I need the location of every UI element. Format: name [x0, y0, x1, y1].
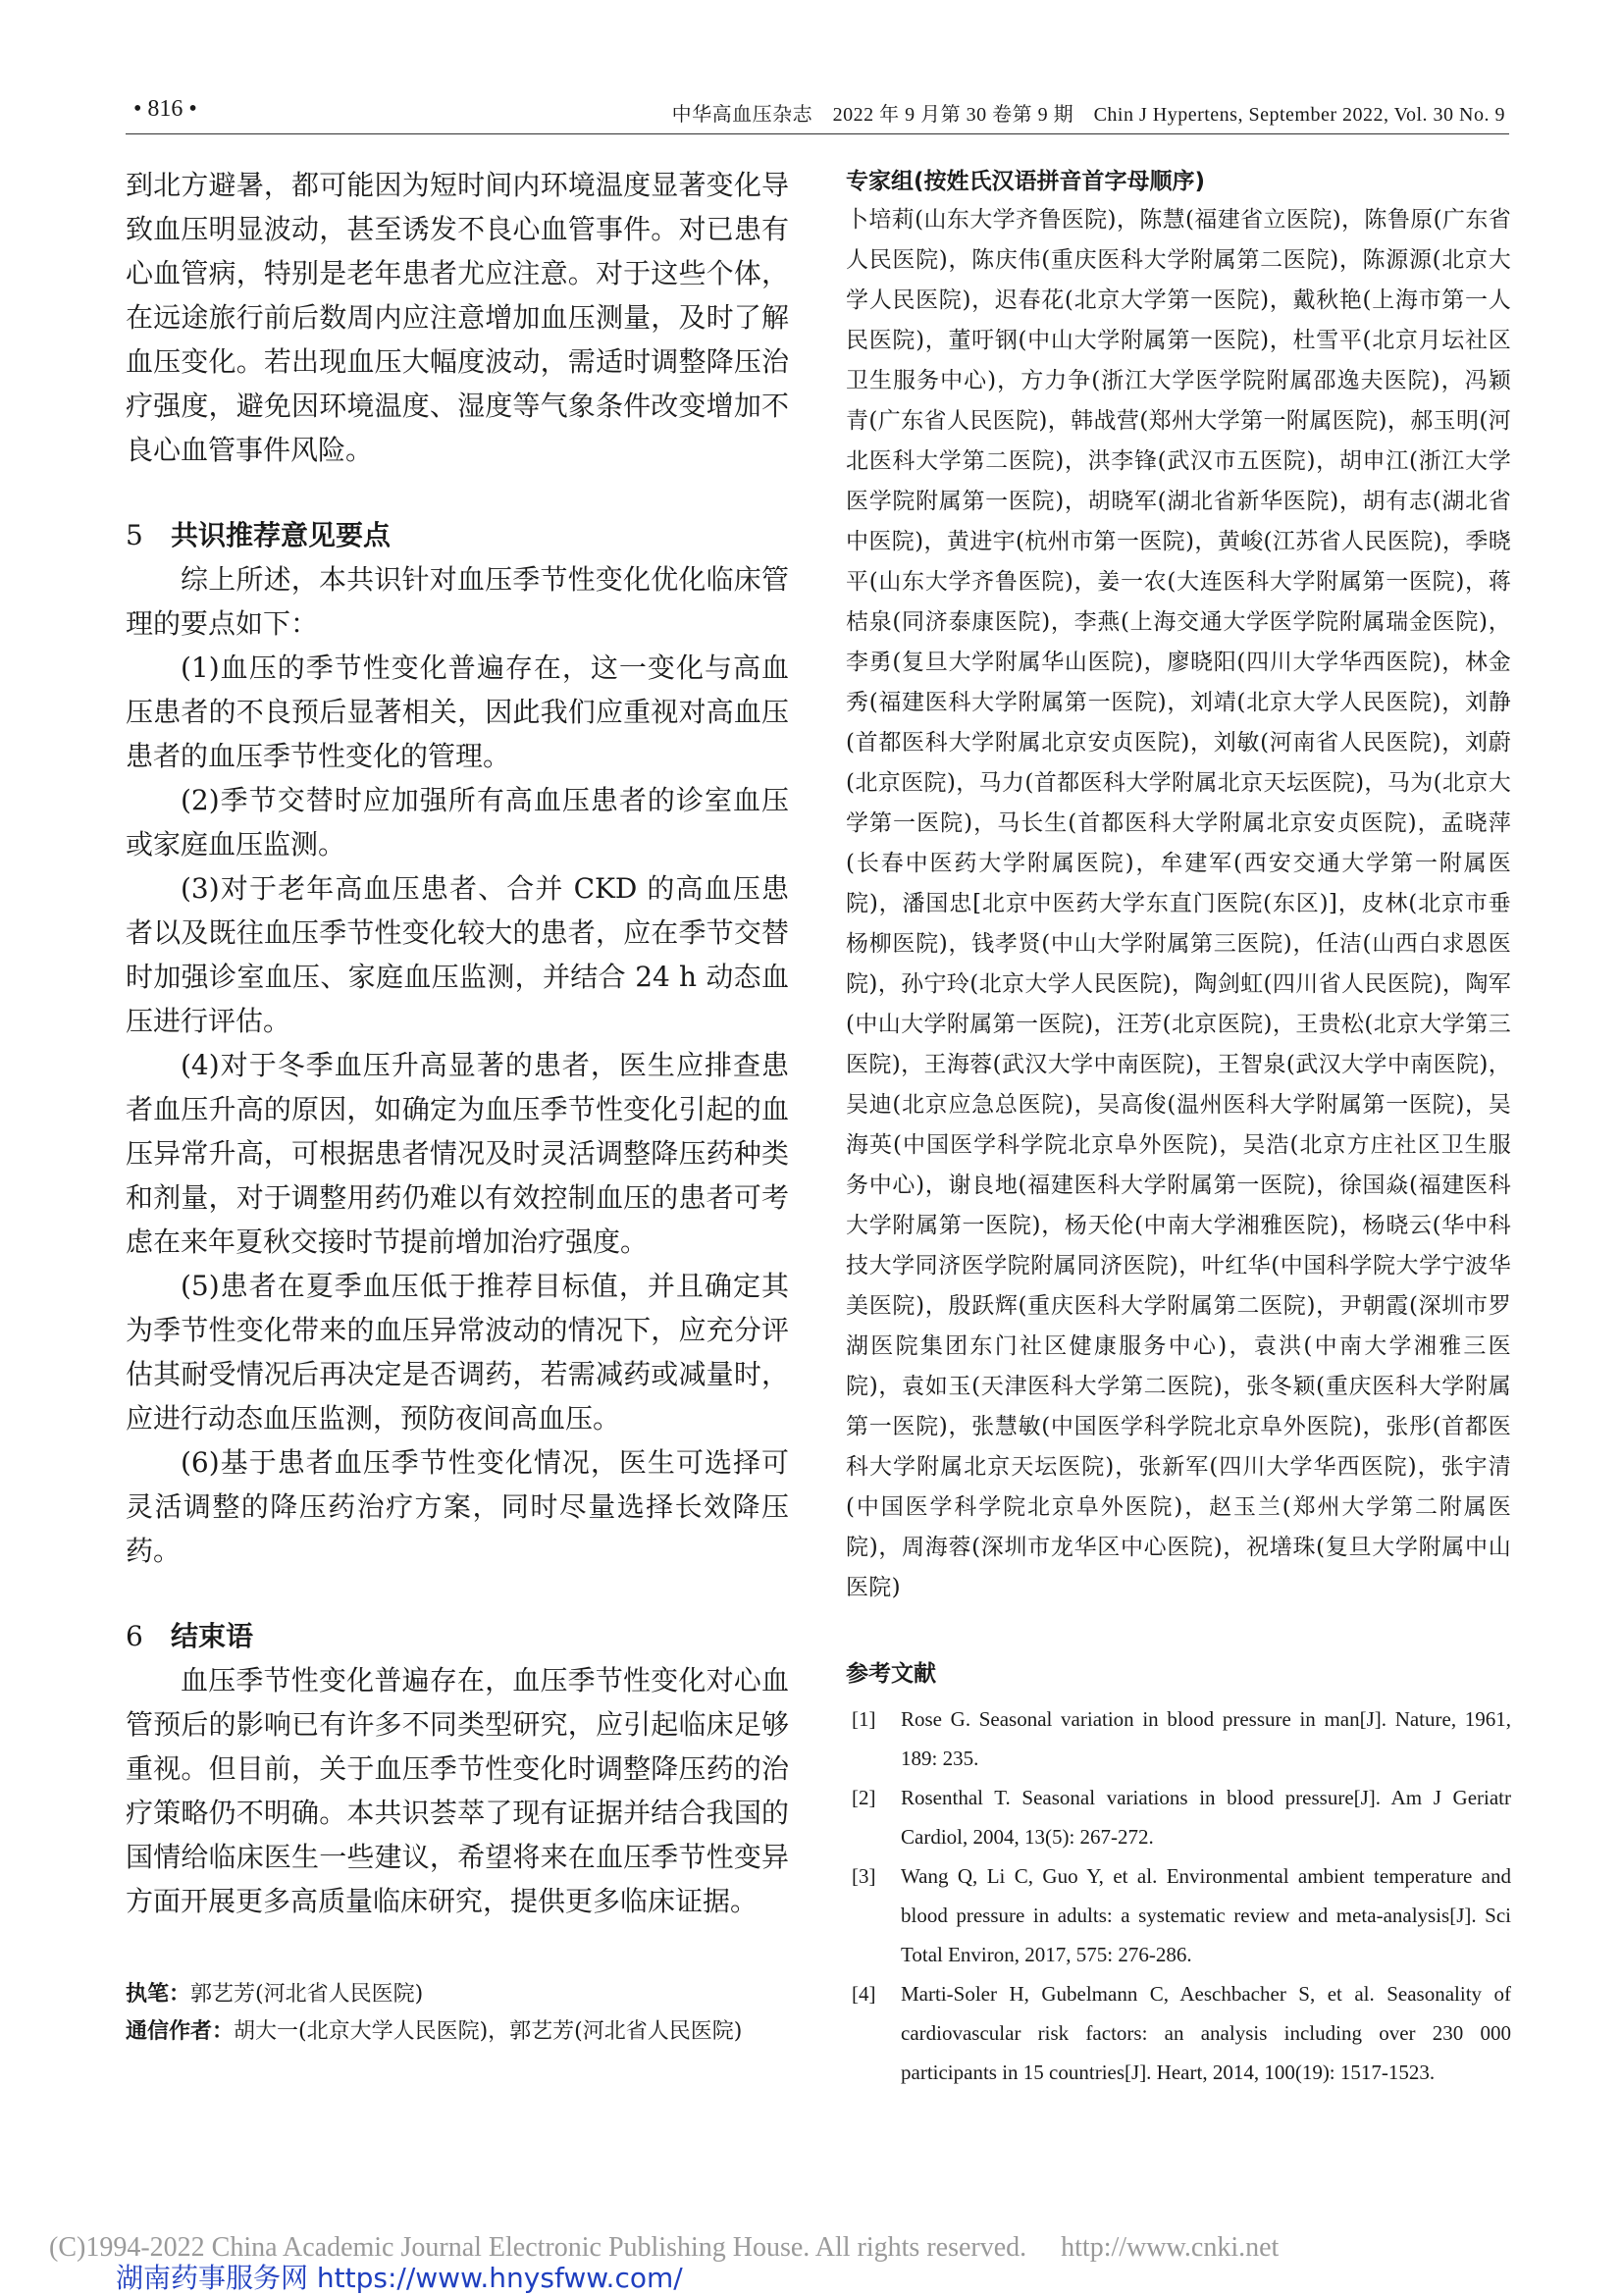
website-watermark[interactable]: 湖南药事服务网 https://www.hnysfww.com/	[116, 2262, 683, 2294]
reference-number: [1]	[852, 1707, 876, 1731]
left-column	[126, 163, 789, 2051]
right-column	[846, 163, 1511, 2092]
reference-item	[846, 1699, 1511, 1778]
corresponding-label: 通信作者：	[126, 2019, 235, 2044]
reference-number: [2]	[852, 1786, 876, 1809]
conclusion-paragraph: 血压季节性变化普遍存在，血压季节性变化对心血管预后的影响已有许多不同类型研究，应引起临床足够重视。但目前，关于血压季节性变化时调整降压药的治疗策略仍不明确。本共识荟萃了现有证据并结合我国的国情给临床医生一些建议，希望将来在血压季节性变异方面开展更多高质量临床研究，提供更多临床证据。	[126, 1664, 789, 1917]
reference-item	[846, 1778, 1511, 1856]
recommendation-point: (2)季节交替时应加强所有高血压患者的诊室血压或家庭血压监测。	[126, 784, 789, 861]
copyright-notice: (C)1994-2022 China Academic Journal Electronic Publishing House. All rights reserved. http://www.cnki.net	[49, 2232, 1280, 2263]
corresponding-authors: 胡大一(北京大学人民医院)，郭艺芳(河北省人民医院)	[234, 2019, 743, 2044]
section-number: 5	[126, 519, 143, 551]
reference-item	[846, 1856, 1511, 1974]
page-number: • 816 •	[133, 96, 197, 122]
reference-number: [3]	[852, 1864, 876, 1888]
section-number: 6	[126, 1620, 143, 1652]
reference-list	[846, 1699, 1511, 2092]
reference-item	[846, 1974, 1511, 2092]
section-6-heading	[126, 1614, 789, 1658]
reference-text: Rose G. Seasonal variation in blood pressure in man[J]. Nature, 1961, 189: 235.	[901, 1707, 1511, 1770]
section-5-lead: 综上所述，本共识针对血压季节性变化优化临床管理的要点如下：	[126, 563, 789, 640]
corresponding-line	[126, 2013, 789, 2051]
page-header	[126, 94, 1509, 134]
recommendation-point: (1)血压的季节性变化普遍存在，这一变化与高血压患者的不良预后显著相关，因此我们应重视对高血压患者的血压季节性变化的管理。	[126, 652, 789, 772]
section-title: 共识推荐意见要点	[171, 519, 392, 551]
writer-line	[126, 1976, 789, 2013]
intro-paragraph: 到北方避暑，都可能因为短时间内环境温度显著变化导致血压明显波动，甚至诱发不良心血管事件。对已患有心血管病，特别是老年患者尤应注意。对于这些个体，在远途旅行前后数周内应注意增加血压测量，及时了解血压变化。若出现血压大幅度波动，需适时调整降压治疗强度，避免因环境温度、湿度等气象条件改变增加不良心血管事件风险。	[126, 169, 789, 466]
recommendation-point: (4)对于冬季血压升高显著的患者，医生应排查患者血压升高的原因，如确定为血压季节性变化引起的血压异常升高，可根据患者情况及时灵活调整降压药种类和剂量，对于调整用药仍难以有效控制血压的患者可考虑在来年夏秋交接时节提前增加治疗强度。	[126, 1049, 789, 1258]
section-title: 结束语	[171, 1620, 254, 1652]
reference-text: Marti-Soler H, Gubelmann C, Aeschbacher S, et al. Seasonality of cardiovascular risk factors: an analysis including over 230 000 participants in 15 countries[J]. Heart, 2014, 100(19): 1517-1523.	[901, 1982, 1511, 2084]
recommendation-point: (3)对于老年高血压患者、合并 CKD 的高血压患者以及既往血压季节性变化较大的患者，应在季节交替时加强诊室血压、家庭血压监测，并结合 24 h 动态血压进行评估。	[126, 872, 789, 1037]
recommendation-point: (5)患者在夏季血压低于推荐目标值，并且确定其为季节性变化带来的血压异常波动的情况下，应充分评估其耐受情况后再决定是否调药，若需减药或减量时，应进行动态血压监测，预防夜间高血压。	[126, 1270, 789, 1435]
writer-label: 执笔：	[126, 1982, 191, 2007]
expert-group-title: 专家组(按姓氏汉语拼音首字母顺序)	[846, 169, 1206, 194]
section-5-heading	[126, 513, 789, 557]
reference-text: Rosenthal T. Seasonal variations in blood pressure[J]. Am J Geriatr Cardiol, 2004, 13(5): 267-272.	[901, 1786, 1511, 1849]
reference-number: [4]	[852, 1982, 876, 2006]
recommendation-point: (6)基于患者血压季节性变化情况，医生可选择可灵活调整的降压药治疗方案，同时尽量选择长效降压药。	[126, 1446, 789, 1567]
reference-text: Wang Q, Li C, Guo Y, et al. Environmental ambient temperature and blood pressure in adults: a systematic review and meta-analysis[J]. Sci Total Environ, 2017, 575: 276-286.	[901, 1864, 1511, 1966]
journal-citation: 中华高血压杂志 2022 年 9 月第 30 卷第 9 期 Chin J Hypertens, September 2022, Vol. 30 No. 9	[671, 104, 1505, 126]
references-title: 参考文献	[846, 1661, 936, 1687]
writer-name: 郭艺芳(河北省人民医院)	[190, 1982, 424, 2007]
expert-group-list: 卜培莉(山东大学齐鲁医院)，陈慧(福建省立医院)，陈鲁原(广东省人民医院)，陈庆伟(重庆医科大学附属第二医院)，陈源源(北京大学人民医院)，迟春花(北京大学第一医院)，戴秋艳(上海市第一人民医院)，董吁钢(中山大学附属第一医院)，杜雪平(北京月坛社区卫生服务中心)，方力争(浙江大学医学院附属邵逸夫医院)，冯颖青(广东省人民医院)，韩战营(郑州大学第一附属医院)，郝玉明(河北医科大学第二医院)，洪李锋(武汉市五医院)，胡申江(浙江大学医学院附属第一医院)，胡晓军(湖北省新华医院)，胡有志(湖北省中医院)，黄进宇(杭州市第一医院)，黄峻(江苏省人民医院)，季晓平(山东大学齐鲁医院)，姜一农(大连医科大学附属第一医院)，蒋桔泉(同济泰康医院)，李燕(上海交通大学医学院附属瑞金医院)，李勇(复旦大学附属华山医院)，廖晓阳(四川大学华西医院)，林金秀(福建医科大学附属第一医院)，刘靖(北京大学人民医院)，刘静(首都医科大学附属北京安贞医院)，刘敏(河南省人民医院)，刘蔚(北京医院)，马力(首都医科大学附属北京天坛医院)，马为(北京大学第一医院)，马长生(首都医科大学附属北京安贞医院)，孟晓萍(长春中医药大学附属医院)，牟建军(西安交通大学第一附属医院)，潘国忠[北京中医药大学东直门医院(东区)]，皮林(北京市垂杨柳医院)，钱孝贤(中山大学附属第三医院)，任洁(山西白求恩医院)，孙宁玲(北京大学人民医院)，陶剑虹(四川省人民医院)，陶军(中山大学附属第一医院)，汪芳(北京医院)，王贵松(北京大学第三医院)，王海蓉(武汉大学中南医院)，王智泉(武汉大学中南医院)，吴迪(北京应急总医院)，吴高俊(温州医科大学附属第一医院)，吴海英(中国医学科学院北京阜外医院)，吴浩(北京方庄社区卫生服务中心)，谢良地(福建医科大学附属第一医院)，徐国焱(福建医科大学附属第一医院)，杨天伦(中南大学湘雅医院)，杨晓云(华中科技大学同济医学院附属同济医院)，叶红华(中国科学院大学宁波华美医院)，殷跃辉(重庆医科大学附属第二医院)，尹朝霞(深圳市罗湖医院集团东门社区健康服务中心)，袁洪(中南大学湘雅三医院)，袁如玉(天津医科大学第二医院)，张冬颖(重庆医科大学附属第一医院)，张慧敏(中国医学科学院北京阜外医院)，张彤(首都医科大学附属北京天坛医院)，张新军(四川大学华西医院)，张宇清(中国医学科学院北京阜外医院)，赵玉兰(郑州大学第二附属医院)，周海蓉(深圳市龙华区中心医院)，祝墡珠(复旦大学附属中山医院)	[846, 207, 1511, 1600]
author-info	[126, 1976, 789, 2051]
